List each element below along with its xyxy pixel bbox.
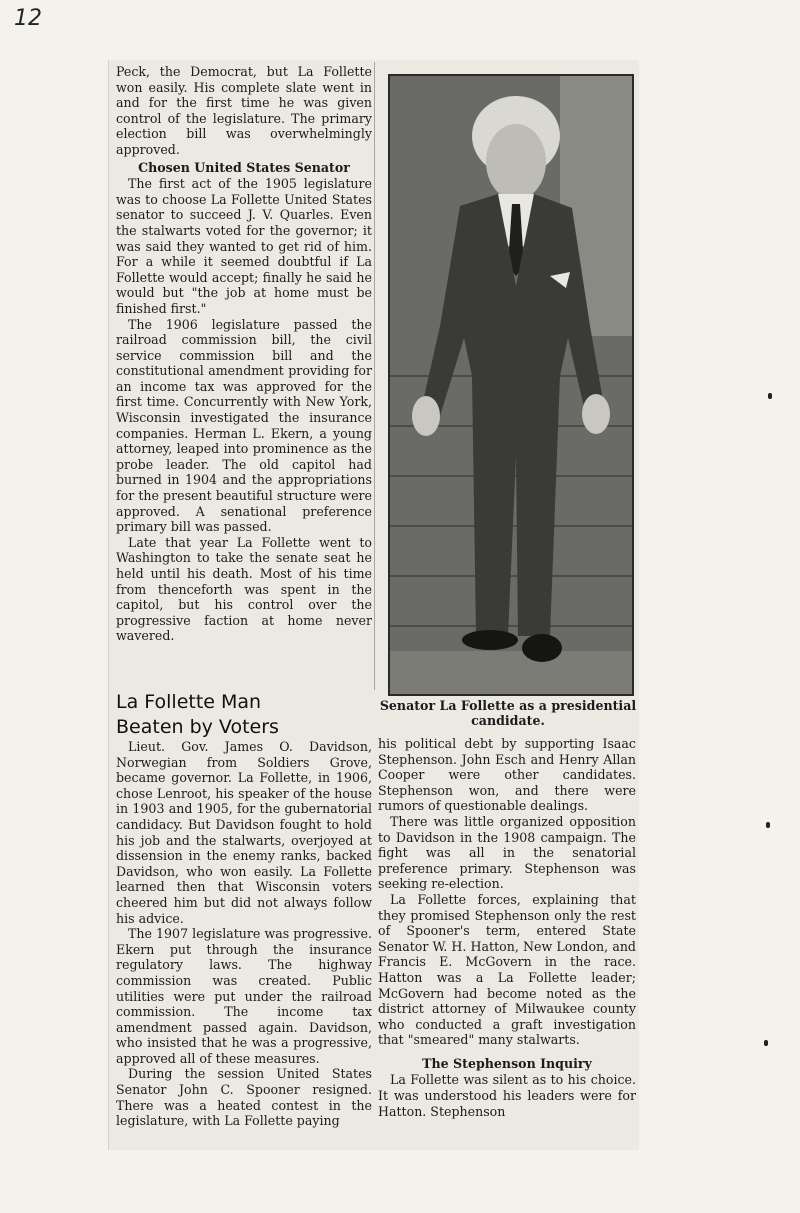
margin-speck — [766, 822, 770, 828]
margin-speck — [768, 393, 772, 399]
headline — [116, 690, 372, 740]
senator-photo — [388, 74, 634, 696]
paragraph: Late that year La Follette went to Washington to take the senate seat he held until his death. Most of his time from thenceforth was spent in the capitol, but his control over the progressive faction at home never wavered. — [116, 534, 372, 644]
page-number: 12 — [14, 6, 42, 31]
column-rule — [374, 62, 375, 690]
left-column-bottom — [116, 739, 372, 1129]
headline-line: Beaten by Voters — [116, 716, 279, 738]
paragraph: La Follette forces, explaining that they promised Stephenson only the rest of Spooner's term, entered State Senator W. H. Hatton, New London, and Francis E. McGovern in the race. Hatton was a La Follette leader; McGovern had become noted as the district attorney of Milwaukee county who conducted a graft investigation that "smeared" many stalwarts. — [378, 891, 636, 1048]
headline-line: La Follette Man — [116, 691, 262, 713]
subhead-senator: Chosen United States Senator — [138, 159, 350, 175]
right-column-bottom — [378, 736, 636, 1119]
margin-speck — [764, 1040, 768, 1046]
paragraph: During the session United States Senator John C. Spooner resigned. There was a heated contest in the legislature, with La Follette paying — [116, 1066, 372, 1129]
subhead-inquiry: The Stephenson Inquiry — [422, 1055, 592, 1071]
paragraph: There was little organized opposition to Davidson in the 1908 campaign. The fight was all in the senatorial preference primary. Stephenson was seeking re-election. — [378, 813, 636, 892]
photo-caption: Senator La Follette as a presidential candidate. — [379, 698, 637, 728]
paragraph: La Follette was silent as to his choice. It was understood his leaders were for Hatton. Stephenson — [378, 1072, 636, 1119]
paragraph: Lieut. Gov. James O. Davidson, Norwegian from Soldiers Grove, became governor. La Follette, in 1906, chose Lenroot, his speaker of the house in 1903 and 1905, for the gubernatorial candidacy. But Davidson fought to hold his job and the stalwarts, overjoyed at dissension in the enemy ranks, backed Davidson, who won easily. La Follette learned then that Wisconsin voters cheered him but did not always follow his advice. — [116, 739, 372, 926]
left-column-top — [116, 64, 372, 644]
paragraph: The first act of the 1905 legislature was to choose La Follette United States senator to succeed J. V. Quarles. Even the stalwarts voted for the governor; it was said they wanted to get rid of him. For a while it seemed doubtful if La Follette would accept; finally he said he would but "the job at home must be finished first." — [116, 176, 372, 316]
paragraph: his political debt by supporting Isaac Stephenson. John Esch and Henry Allan Cooper were other candidates. Stephenson won, and there were rumors of questionable dealings. — [378, 736, 636, 814]
paragraph: The 1907 legislature was progressive. Ekern put through the insurance regulatory laws. The highway commission was created. Public utilities were put under the railroad commission. The income tax amendment passed again. Davidson, who insisted that he was a progressive, approved all of these measures. — [116, 926, 372, 1066]
paragraph: Peck, the Democrat, but La Follette won easily. His complete slate went in and for the first time he was given control of the legislature. The primary election bill was overwhelmingly approved. — [116, 64, 372, 157]
paragraph: The 1906 legislature passed the railroad commission bill, the civil service commission bill and the constitutional amendment providing for an income tax was approved for the first time. Concurrently with New York, Wisconsin investigated the insurance companies. Herman L. Ekern, a young attorney, leaped into prominence as the probe leader. The old capitol had burned in 1904 and the appropriations for the present beautiful structure were approved. A senational preference primary bill was passed. — [116, 316, 372, 535]
photo-illustration — [390, 76, 632, 694]
